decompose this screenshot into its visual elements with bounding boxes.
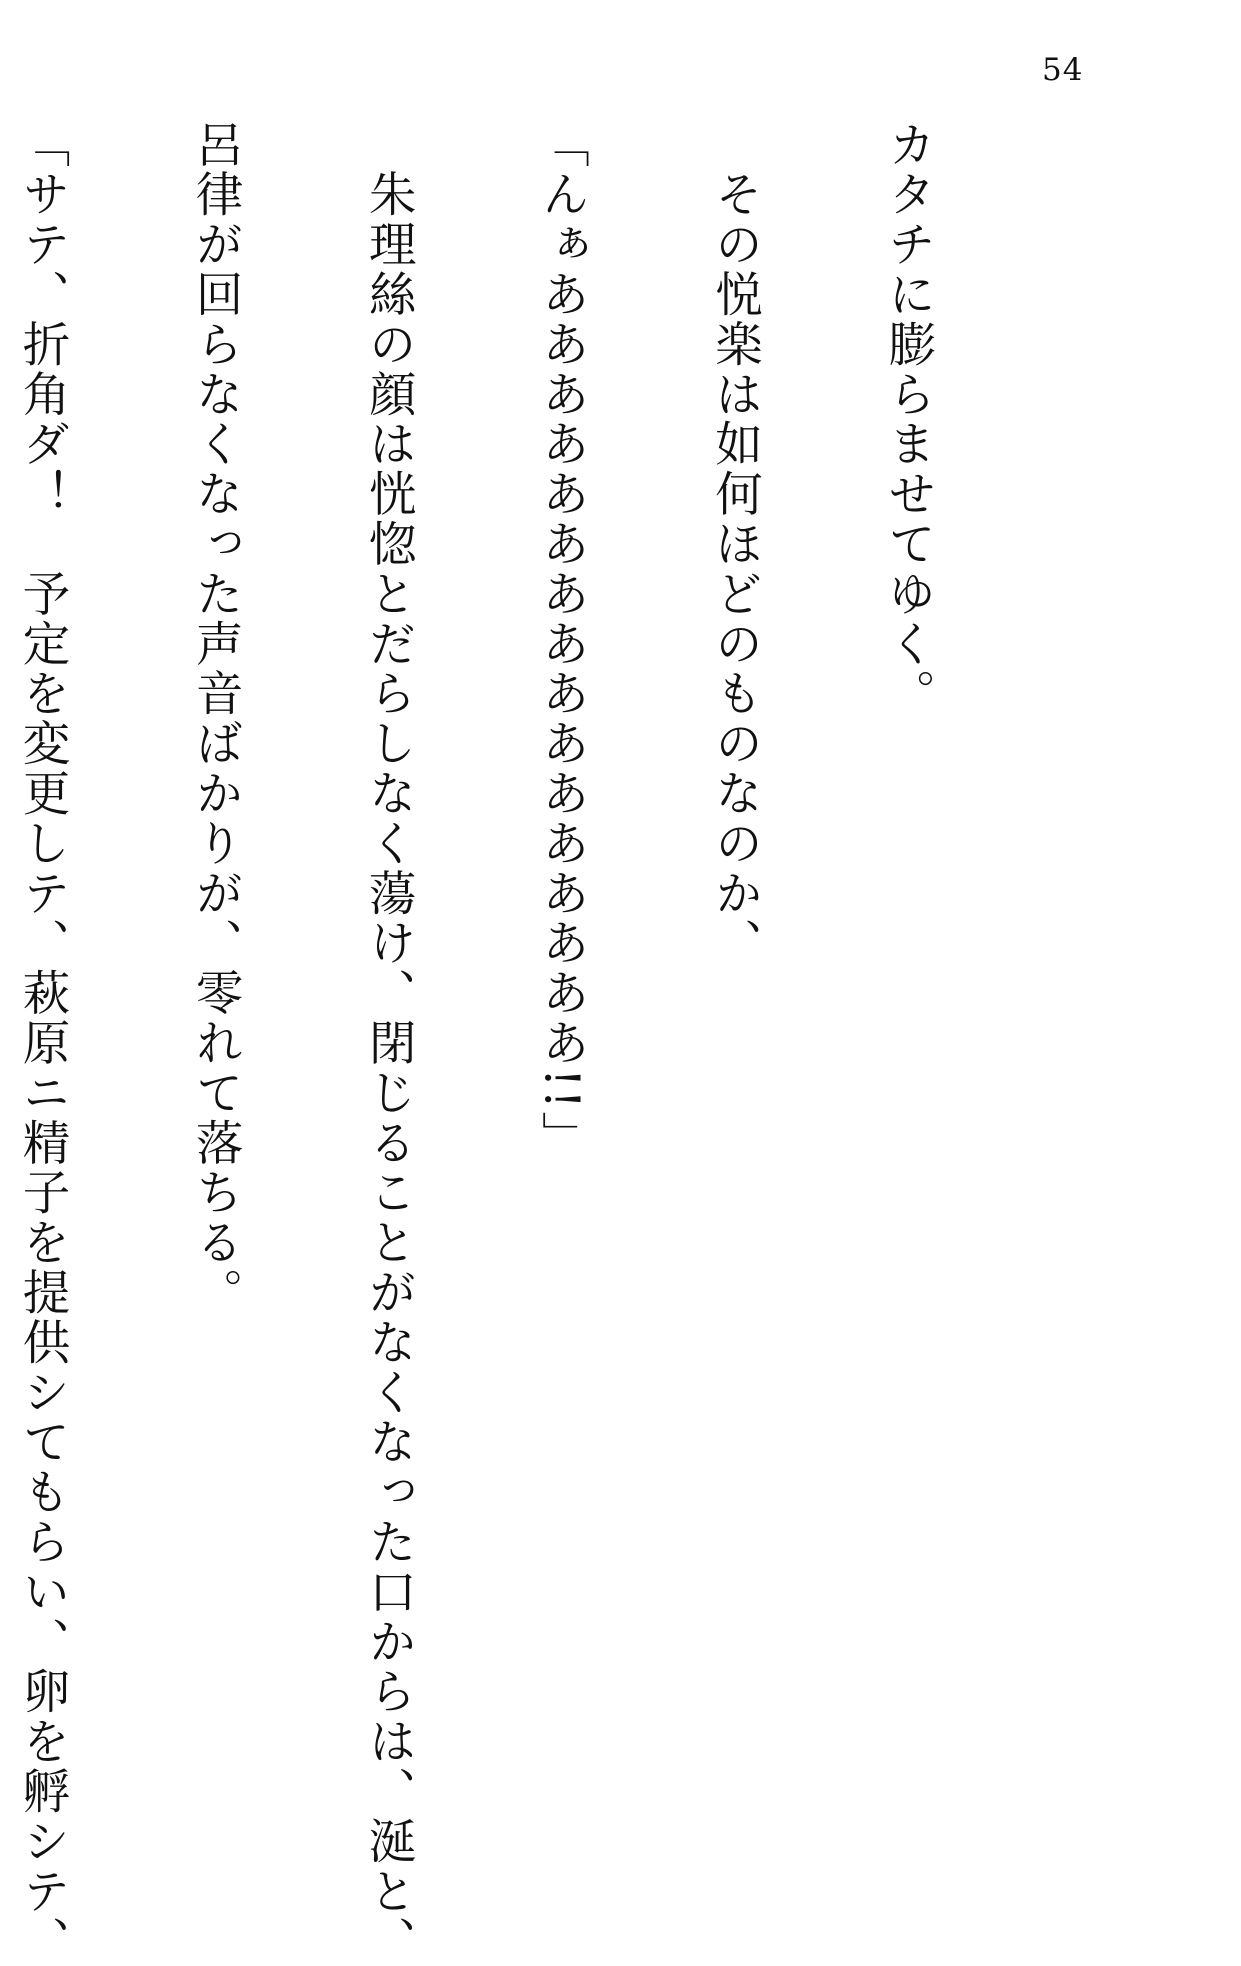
text-line: カタチに膨らませてゆく。	[879, 120, 935, 719]
text-line: 「んぁああああああああああああああああ!!」	[533, 120, 589, 1161]
text-line: 朱理絲の顔は恍惚とだらしなく蕩け、閉じることがなくなった口からは、涎と、	[360, 120, 416, 1966]
text-line: 「サテ、折角ダ！ 予定を変更しテ、萩原ニ精子を提供シてもらい、卵を孵シテ、	[14, 120, 70, 1966]
page-number: 54	[1042, 52, 1084, 88]
text-line: その悦楽は如何ほどのものなのか、	[706, 120, 762, 969]
vertical-text-body	[14, 120, 1051, 1966]
text-line: 呂律が回らなくなった声音ばかりが、零れて落ちる。	[187, 120, 243, 1318]
